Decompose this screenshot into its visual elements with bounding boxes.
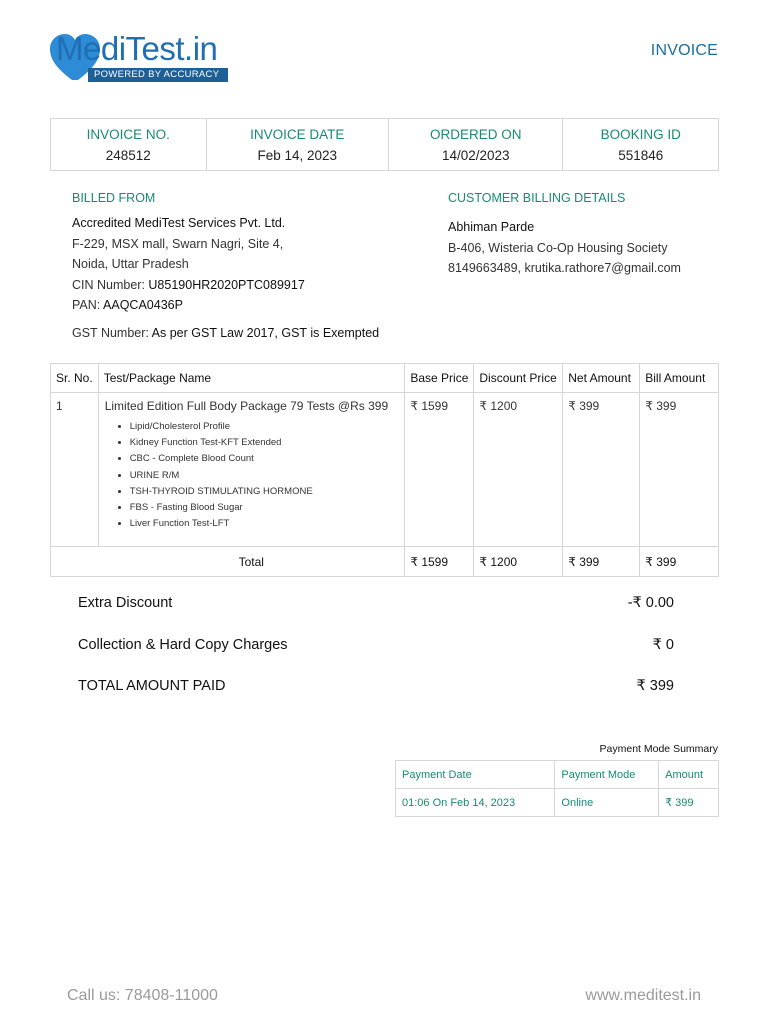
col-header: Bill Amount <box>640 364 719 393</box>
meta-value: 248512 <box>105 148 151 163</box>
summary-value: -₹ 0.00 <box>627 595 674 611</box>
list-item: • CBC - Complete Blood Count <box>130 451 400 467</box>
net-amount: ₹ 399 <box>563 393 640 547</box>
customer-name: Abhiman Parde <box>448 220 535 234</box>
col-header: Payment Mode <box>555 761 659 789</box>
summary-value: ₹ 0 <box>652 637 674 653</box>
brand-tagline: POWERED BY ACCURACY <box>94 69 220 80</box>
total-bill: ₹ 399 <box>640 547 719 577</box>
list-item: • FBS - Fasting Blood Sugar <box>130 500 400 516</box>
items-table <box>50 363 719 577</box>
col-header: Net Amount <box>563 364 640 393</box>
summary-label: Collection & Hard Copy Charges <box>78 637 288 653</box>
total-blank <box>51 547 99 577</box>
list-item: • Lipid/Cholesterol Profile <box>130 419 400 435</box>
cin-line <box>72 275 412 296</box>
payment-date: 01:06 On Feb 14, 2023 <box>396 789 555 817</box>
summary-value: ₹ 399 <box>636 678 674 694</box>
bill-amount: ₹ 399 <box>640 393 719 547</box>
pan-label: PAN: <box>72 298 104 312</box>
payment-amount: ₹ 399 <box>659 789 719 817</box>
total-paid-row <box>78 678 674 694</box>
meta-booking-id <box>563 119 718 170</box>
meta-value: Feb 14, 2023 <box>257 148 338 163</box>
package-cell <box>98 393 405 547</box>
total-net: ₹ 399 <box>563 547 640 577</box>
col-header: Base Price <box>405 364 474 393</box>
brand-name: MediTest.in <box>56 30 218 67</box>
list-item: • TSH-THYROID STIMULATING HORMONE <box>130 484 400 500</box>
sr-no: 1 <box>51 393 99 547</box>
cin-value: U85190HR2020PTC089917 <box>148 277 305 292</box>
list-item: • Liver Function Test-LFT <box>130 516 400 532</box>
payment-table <box>395 760 719 817</box>
cin-label: CIN Number: <box>72 277 149 292</box>
invoice-meta-table <box>50 118 719 171</box>
total-label: Total <box>98 547 405 577</box>
customer-title: CUSTOMER BILLING DETAILS <box>448 191 626 205</box>
table-row <box>396 789 719 817</box>
meta-label: INVOICE NO. <box>86 127 170 142</box>
customer-address: B-406, Wisteria Co-Op Housing Society <box>448 240 668 255</box>
meta-invoice-no <box>51 119 207 170</box>
summary-label: TOTAL AMOUNT PAID <box>78 678 226 694</box>
col-header: Discount Price <box>474 364 563 393</box>
gst-label: GST Number: <box>72 326 152 340</box>
pan-value: AAQCA0436P <box>103 298 183 312</box>
company-name: Accredited MediTest Services Pvt. Ltd. <box>72 216 286 230</box>
col-header: Amount <box>659 761 719 789</box>
footer-website-link[interactable]: www.meditest.in <box>585 987 701 1004</box>
summary-label: Extra Discount <box>78 595 173 611</box>
billed-from-block <box>72 191 412 316</box>
meta-ordered-on <box>389 119 563 170</box>
customer-billing-block <box>448 191 728 279</box>
billed-from-title: BILLED FROM <box>72 191 156 205</box>
payment-caption: Payment Mode Summary <box>599 743 718 755</box>
meta-value: 14/02/2023 <box>441 148 510 163</box>
test-list <box>105 419 400 532</box>
list-item: • Kidney Function Test-KFT Extended <box>130 435 400 451</box>
address-line-1: F-229, MSX mall, Swarn Nagri, Site 4, <box>72 236 284 251</box>
meta-label: ORDERED ON <box>429 127 522 142</box>
gst-value: As per GST Law 2017, GST is Exempted <box>151 326 380 340</box>
table-row <box>51 393 719 547</box>
customer-contact: 8149663489, krutika.rathore7@gmail.com <box>448 261 681 275</box>
meta-label: BOOKING ID <box>600 127 681 142</box>
page-title: INVOICE <box>650 42 718 59</box>
meta-value: 551846 <box>618 148 664 163</box>
list-item: • URINE R/M <box>130 468 400 484</box>
collection-charges-row <box>78 637 674 653</box>
pan-line <box>72 295 412 316</box>
package-name: Limited Edition Full Body Package 79 Tests @Rs 399 <box>104 399 389 413</box>
brand-logo <box>50 32 230 84</box>
discount-price: ₹ 1200 <box>474 393 563 547</box>
col-header: Payment Date <box>396 761 555 789</box>
gst-line <box>72 326 379 340</box>
address-line-2: Noida, Uttar Pradesh <box>72 257 189 271</box>
total-base: ₹ 1599 <box>405 547 474 577</box>
meta-label: INVOICE DATE <box>250 127 345 142</box>
payment-mode: Online <box>555 789 659 817</box>
total-discount: ₹ 1200 <box>474 547 563 577</box>
payment-header-row <box>396 761 719 789</box>
meta-invoice-date <box>207 119 389 170</box>
col-header: Test/Package Name <box>98 364 405 393</box>
base-price: ₹ 1599 <box>405 393 474 547</box>
total-row <box>51 547 719 577</box>
items-header-row <box>51 364 719 393</box>
extra-discount-row <box>78 595 674 611</box>
col-header: Sr. No. <box>51 364 99 393</box>
footer-phone: Call us: 78408-11000 <box>67 987 218 1004</box>
